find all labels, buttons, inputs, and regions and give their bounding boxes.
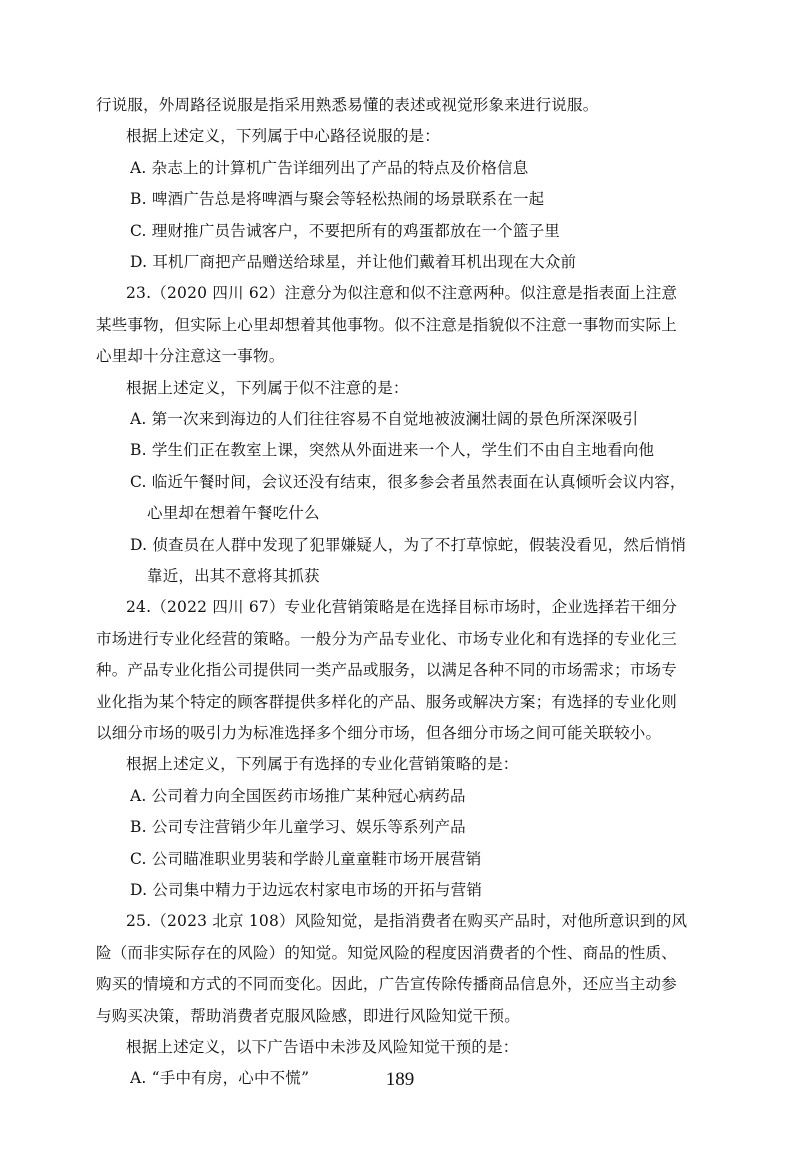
option-d-continued: 靠近，出其不意将其抓获	[147, 567, 320, 585]
text-line: 种。产品专业化指公司提供同一类产品或服务，以满足各种不同的市场需求；市场专	[96, 661, 677, 679]
text-line: 险（而非实际存在的风险）的知觉。知觉风险的程度因消费者的个性、商品的性质、	[96, 944, 677, 962]
question-prompt: 根据上述定义，以下广告语中未涉及风险知觉干预的是：	[126, 1038, 519, 1056]
text-line: 以细分市场的吸引力为标准选择多个细分市场，但各细分市场之间可能关联较小。	[96, 724, 662, 742]
option-c: C. 公司瞄准职业男装和学龄儿童童鞋市场开展营销	[130, 850, 482, 868]
option-a: A. “手中有房，心中不慌”	[130, 1069, 310, 1087]
question-prompt: 根据上述定义，下列属于中心路径说服的是：	[126, 127, 441, 145]
option-c: C. 临近午餐时间，会议还没有结束，很多参会者虽然表面在认真倾听会议内容，	[130, 473, 686, 491]
text-line: 某些事物，但实际上心里却想着其他事物。似不注意是指貌似不注意一事物而实际上	[96, 316, 677, 334]
option-a: A. 公司着力向全国医药市场推广某种冠心病药品	[130, 787, 466, 805]
option-d: D. 侦查员在人群中发现了犯罪嫌疑人，为了不打草惊蛇，假装没看见，然后悄悄	[130, 536, 687, 554]
text-line: 心里却十分注意这一事物。	[96, 347, 285, 365]
option-c-continued: 心里却在想着午餐吃什么	[147, 504, 320, 522]
question-23-text: 23.（2020 四川 62）注意分为似注意和似不注意两种。似注意是指表面上注意	[126, 284, 678, 302]
option-d: D. 耳机厂商把产品赠送给球星，并让他们戴着耳机出现在大众前	[130, 253, 577, 271]
page-number: 189	[385, 1069, 415, 1090]
text-line: 业化指为某个特定的顾客群提供多样化的产品、服务或解决方案；有选择的专业化则	[96, 693, 677, 711]
question-prompt: 根据上述定义，下列属于有选择的专业化营销策略的是：	[126, 755, 519, 773]
option-a: A. 第一次来到海边的人们往往容易不自觉地被波澜壮阔的景色所深深吸引	[130, 410, 639, 428]
option-b: B. 啤酒广告总是将啤酒与聚会等轻松热闹的场景联系在一起	[130, 190, 545, 208]
question-24-text: 24.（2022 四川 67）专业化营销策略是在选择目标市场时，企业选择若干细分	[126, 598, 678, 616]
option-a: A. 杂志上的计算机广告详细列出了产品的特点及价格信息	[130, 159, 529, 177]
option-d: D. 公司集中精力于边远农村家电市场的开拓与营销	[130, 881, 483, 899]
option-b: B. 公司专注营销少年儿童学习、娱乐等系列产品	[130, 818, 466, 836]
question-25-text: 25.（2023 北京 108）风险知觉，是指消费者在购买产品时，对他所意识到的风	[126, 912, 688, 930]
text-line: 与购买决策，帮助消费者克服风险感，即进行风险知觉干预。	[96, 1007, 520, 1025]
option-b: B. 学生们正在教室上课，突然从外面进来一个人，学生们不由自主地看向他	[130, 441, 655, 459]
text-line: 市场进行专业化经营的策略。一般分为产品专业化、市场专业化和有选择的专业化三	[96, 630, 677, 648]
option-c: C. 理财推广员告诫客户，不要把所有的鸡蛋都放在一个篮子里	[130, 222, 560, 240]
text-line: 购买的情境和方式的不同而变化。因此，广告宣传除传播商品信息外，还应当主动参	[96, 975, 677, 993]
question-prompt: 根据上述定义，下列属于似不注意的是：	[126, 379, 409, 397]
text-line: 行说服，外周路径说服是指采用熟悉易懂的表述或视觉形象来进行说服。	[96, 96, 599, 114]
